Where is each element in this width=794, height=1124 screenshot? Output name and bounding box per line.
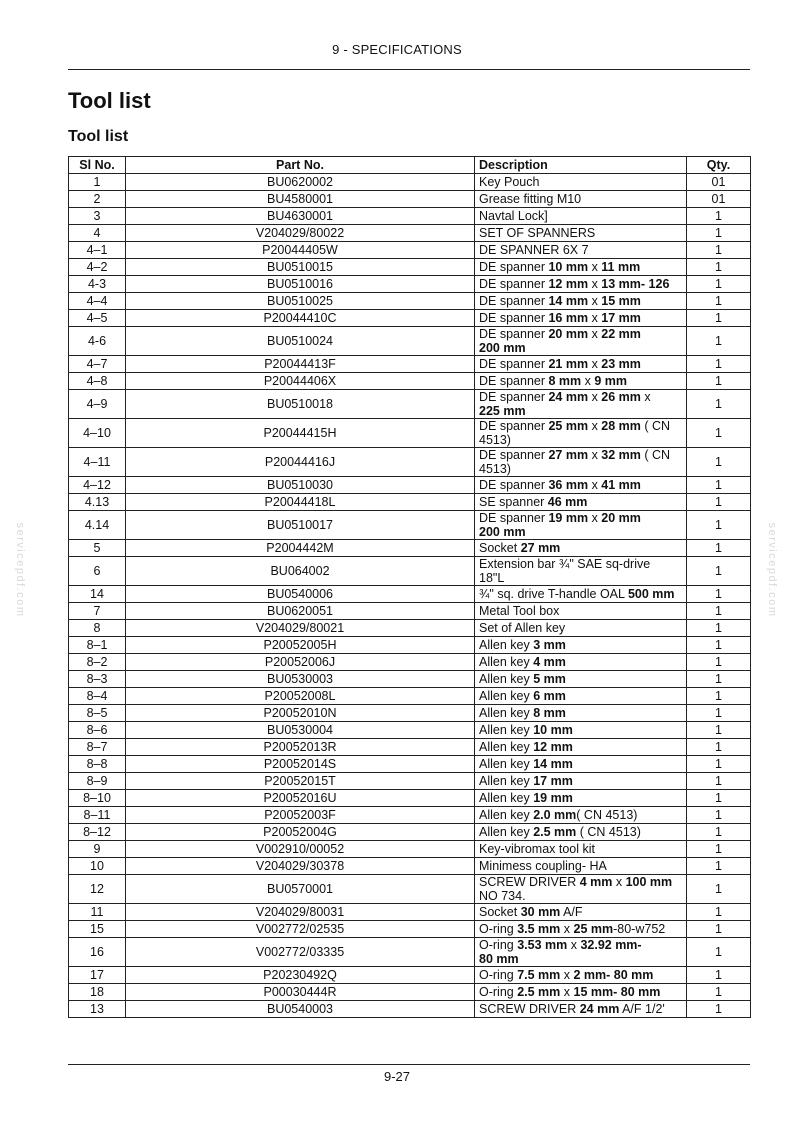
qty-cell: 1 — [687, 373, 751, 390]
table-title: Tool list — [68, 128, 129, 145]
table-row — [69, 603, 751, 620]
qty-cell: 1 — [687, 1001, 751, 1018]
sl-no-cell: 11 — [69, 904, 126, 921]
qty-cell: 01 — [687, 191, 751, 208]
qty-cell: 1 — [687, 242, 751, 259]
qty-cell: 1 — [687, 494, 751, 511]
part-no-cell: P20052010N — [126, 705, 475, 722]
sl-no-cell: 8–2 — [69, 654, 126, 671]
qty-cell: 1 — [687, 938, 751, 967]
table-row — [69, 967, 751, 984]
sl-no-cell: 6 — [69, 557, 126, 586]
table-row — [69, 875, 751, 904]
qty-cell: 1 — [687, 603, 751, 620]
table-row — [69, 448, 751, 477]
description-cell: DE spanner 14 mm x 15 mm — [475, 293, 687, 310]
table-row — [69, 586, 751, 603]
part-no-cell: P20044413F — [126, 356, 475, 373]
qty-cell: 1 — [687, 448, 751, 477]
qty-cell: 1 — [687, 557, 751, 586]
sl-no-cell: 7 — [69, 603, 126, 620]
qty-cell: 1 — [687, 419, 751, 448]
table-row — [69, 373, 751, 390]
table-row — [69, 722, 751, 739]
qty-cell: 01 — [687, 174, 751, 191]
part-no-cell: BU0510030 — [126, 477, 475, 494]
qty-cell: 1 — [687, 293, 751, 310]
sl-no-cell: 9 — [69, 841, 126, 858]
part-no-cell: P20044416J — [126, 448, 475, 477]
part-no-cell: P20044415H — [126, 419, 475, 448]
qty-cell: 1 — [687, 756, 751, 773]
sl-no-cell: 4–10 — [69, 419, 126, 448]
table-row — [69, 208, 751, 225]
sl-no-cell: 4–8 — [69, 373, 126, 390]
description-cell: ¾" sq. drive T-handle OAL 500 mm — [475, 586, 687, 603]
description-cell: DE spanner 24 mm x 26 mm x 225 mm — [475, 390, 687, 419]
description-cell: Metal Tool box — [475, 603, 687, 620]
description-cell: Allen key 19 mm — [475, 790, 687, 807]
part-no-cell: P20052013R — [126, 739, 475, 756]
table-row — [69, 637, 751, 654]
sl-no-cell: 4-6 — [69, 327, 126, 356]
part-no-cell: BU0620002 — [126, 174, 475, 191]
sl-no-cell: 18 — [69, 984, 126, 1001]
page-title: Tool list — [68, 88, 151, 113]
part-no-cell: BU0620051 — [126, 603, 475, 620]
qty-cell: 1 — [687, 208, 751, 225]
column-header-description: Description — [475, 157, 687, 174]
sl-no-cell: 17 — [69, 967, 126, 984]
table-row — [69, 540, 751, 557]
table-row — [69, 904, 751, 921]
table-row — [69, 807, 751, 824]
description-cell: Allen key 2.5 mm ( CN 4513) — [475, 824, 687, 841]
qty-cell: 1 — [687, 310, 751, 327]
description-cell: SE spanner 46 mm — [475, 494, 687, 511]
qty-cell: 1 — [687, 276, 751, 293]
qty-cell: 1 — [687, 637, 751, 654]
part-no-cell: BU4580001 — [126, 191, 475, 208]
table-row — [69, 841, 751, 858]
sl-no-cell: 15 — [69, 921, 126, 938]
description-cell: Allen key 10 mm — [475, 722, 687, 739]
sl-no-cell: 4–9 — [69, 390, 126, 419]
qty-cell: 1 — [687, 722, 751, 739]
table-row — [69, 1001, 751, 1018]
sl-no-cell: 1 — [69, 174, 126, 191]
qty-cell: 1 — [687, 807, 751, 824]
sl-no-cell: 8–7 — [69, 739, 126, 756]
description-cell: SCREW DRIVER 4 mm x 100 mm NO 734. — [475, 875, 687, 904]
part-no-cell: P20044418L — [126, 494, 475, 511]
table-row — [69, 419, 751, 448]
part-no-cell: P20044406X — [126, 373, 475, 390]
description-cell: Set of Allen key — [475, 620, 687, 637]
sl-no-cell: 4–11 — [69, 448, 126, 477]
description-cell: Allen key 17 mm — [475, 773, 687, 790]
part-no-cell: BU0510015 — [126, 259, 475, 276]
header-rule — [68, 69, 750, 70]
qty-cell: 1 — [687, 654, 751, 671]
sl-no-cell: 16 — [69, 938, 126, 967]
qty-cell: 1 — [687, 984, 751, 1001]
table-row — [69, 938, 751, 967]
part-no-cell: P20052015T — [126, 773, 475, 790]
part-no-cell: P20052008L — [126, 688, 475, 705]
part-no-cell: BU0540003 — [126, 1001, 475, 1018]
page-number: 9-27 — [383, 1069, 411, 1084]
description-cell: DE SPANNER 6X 7 — [475, 242, 687, 259]
sl-no-cell: 13 — [69, 1001, 126, 1018]
table-row — [69, 921, 751, 938]
qty-cell: 1 — [687, 356, 751, 373]
table-row — [69, 671, 751, 688]
table-row — [69, 174, 751, 191]
part-no-cell: P20230492Q — [126, 967, 475, 984]
table-row — [69, 242, 751, 259]
description-cell: O-ring 3.53 mm x 32.92 mm- 80 mm — [475, 938, 687, 967]
qty-cell: 1 — [687, 477, 751, 494]
part-no-cell: P20052016U — [126, 790, 475, 807]
column-header-part-no: Part No. — [126, 157, 475, 174]
table-row — [69, 858, 751, 875]
table-row — [69, 739, 751, 756]
part-no-cell: P2004442M — [126, 540, 475, 557]
description-cell: O-ring 7.5 mm x 2 mm- 80 mm — [475, 967, 687, 984]
sl-no-cell: 10 — [69, 858, 126, 875]
sl-no-cell: 4–5 — [69, 310, 126, 327]
sl-no-cell: 4–2 — [69, 259, 126, 276]
qty-cell: 1 — [687, 390, 751, 419]
running-header: 9 - SPECIFICATIONS — [332, 42, 462, 57]
table-row — [69, 688, 751, 705]
description-cell: O-ring 3.5 mm x 25 mm-80-w752 — [475, 921, 687, 938]
description-cell: DE spanner 12 mm x 13 mm- 126 — [475, 276, 687, 293]
description-cell: O-ring 2.5 mm x 15 mm- 80 mm — [475, 984, 687, 1001]
table-row — [69, 310, 751, 327]
qty-cell: 1 — [687, 739, 751, 756]
part-no-cell: V002772/02535 — [126, 921, 475, 938]
description-cell: SCREW DRIVER 24 mm A/F 1/2' — [475, 1001, 687, 1018]
qty-cell: 1 — [687, 620, 751, 637]
part-no-cell: P20052005H — [126, 637, 475, 654]
table-row — [69, 790, 751, 807]
column-header-sl-no: Sl No. — [69, 157, 126, 174]
part-no-cell: P20052006J — [126, 654, 475, 671]
description-cell: Allen key 8 mm — [475, 705, 687, 722]
description-cell: DE spanner 16 mm x 17 mm — [475, 310, 687, 327]
description-cell: Socket 30 mm A/F — [475, 904, 687, 921]
qty-cell: 1 — [687, 841, 751, 858]
sl-no-cell: 3 — [69, 208, 126, 225]
description-cell: Allen key 14 mm — [475, 756, 687, 773]
qty-cell: 1 — [687, 688, 751, 705]
description-cell: DE spanner 10 mm x 11 mm — [475, 259, 687, 276]
part-no-cell: BU0530003 — [126, 671, 475, 688]
description-cell: Navtal Lock] — [475, 208, 687, 225]
table-row — [69, 191, 751, 208]
description-cell: Grease fitting M10 — [475, 191, 687, 208]
sl-no-cell: 5 — [69, 540, 126, 557]
sl-no-cell: 4–1 — [69, 242, 126, 259]
table-row — [69, 824, 751, 841]
qty-cell: 1 — [687, 824, 751, 841]
description-cell: DE spanner 27 mm x 32 mm ( CN 4513) — [475, 448, 687, 477]
part-no-cell: BU4630001 — [126, 208, 475, 225]
qty-cell: 1 — [687, 225, 751, 242]
description-cell: Allen key 5 mm — [475, 671, 687, 688]
qty-cell: 1 — [687, 967, 751, 984]
sl-no-cell: 8–6 — [69, 722, 126, 739]
sl-no-cell: 4–4 — [69, 293, 126, 310]
description-cell: Minimess coupling- HA — [475, 858, 687, 875]
sl-no-cell: 8–5 — [69, 705, 126, 722]
part-no-cell: BU0530004 — [126, 722, 475, 739]
qty-cell: 1 — [687, 540, 751, 557]
table-row — [69, 773, 751, 790]
description-cell: Allen key 3 mm — [475, 637, 687, 654]
sl-no-cell: 2 — [69, 191, 126, 208]
part-no-cell: V204029/80022 — [126, 225, 475, 242]
table-row — [69, 225, 751, 242]
part-no-cell: V204029/30378 — [126, 858, 475, 875]
qty-cell: 1 — [687, 327, 751, 356]
table-row — [69, 557, 751, 586]
qty-cell: 1 — [687, 904, 751, 921]
description-cell: Allen key 2.0 mm( CN 4513) — [475, 807, 687, 824]
tool-list-table — [68, 156, 751, 1018]
sl-no-cell: 4.13 — [69, 494, 126, 511]
qty-cell: 1 — [687, 858, 751, 875]
part-no-cell: BU0570001 — [126, 875, 475, 904]
description-cell: Key Pouch — [475, 174, 687, 191]
table-row — [69, 356, 751, 373]
sl-no-cell: 4–12 — [69, 477, 126, 494]
sl-no-cell: 12 — [69, 875, 126, 904]
part-no-cell: P20052004G — [126, 824, 475, 841]
part-no-cell: BU0510018 — [126, 390, 475, 419]
sl-no-cell: 4–7 — [69, 356, 126, 373]
description-cell: DE spanner 8 mm x 9 mm — [475, 373, 687, 390]
watermark-right: servicepdf.com — [766, 522, 778, 618]
description-cell: DE spanner 25 mm x 28 mm ( CN 4513) — [475, 419, 687, 448]
part-no-cell: V204029/80031 — [126, 904, 475, 921]
table-row — [69, 276, 751, 293]
qty-cell: 1 — [687, 921, 751, 938]
description-cell: DE spanner 21 mm x 23 mm — [475, 356, 687, 373]
footer-rule — [68, 1064, 750, 1065]
part-no-cell: BU0510024 — [126, 327, 475, 356]
sl-no-cell: 8–9 — [69, 773, 126, 790]
qty-cell: 1 — [687, 773, 751, 790]
qty-cell: 1 — [687, 790, 751, 807]
table-row — [69, 259, 751, 276]
watermark-left: servicepdf.com — [14, 522, 26, 618]
qty-cell: 1 — [687, 259, 751, 276]
qty-cell: 1 — [687, 705, 751, 722]
sl-no-cell: 14 — [69, 586, 126, 603]
qty-cell: 1 — [687, 511, 751, 540]
part-no-cell: P20044405W — [126, 242, 475, 259]
table-row — [69, 327, 751, 356]
table-row — [69, 756, 751, 773]
description-cell: Allen key 4 mm — [475, 654, 687, 671]
part-no-cell: V204029/80021 — [126, 620, 475, 637]
part-no-cell: P20044410C — [126, 310, 475, 327]
description-cell: Key-vibromax tool kit — [475, 841, 687, 858]
table-body — [69, 174, 751, 1018]
table-header-row — [69, 157, 751, 174]
sl-no-cell: 8–12 — [69, 824, 126, 841]
sl-no-cell: 8–11 — [69, 807, 126, 824]
description-cell: Allen key 6 mm — [475, 688, 687, 705]
sl-no-cell: 4-3 — [69, 276, 126, 293]
part-no-cell: P20052014S — [126, 756, 475, 773]
description-cell: DE spanner 19 mm x 20 mm 200 mm — [475, 511, 687, 540]
sl-no-cell: 8 — [69, 620, 126, 637]
qty-cell: 1 — [687, 671, 751, 688]
table-row — [69, 477, 751, 494]
table-row — [69, 705, 751, 722]
description-cell: DE spanner 36 mm x 41 mm — [475, 477, 687, 494]
part-no-cell: V002772/03335 — [126, 938, 475, 967]
table-row — [69, 511, 751, 540]
table-row — [69, 620, 751, 637]
part-no-cell: BU0510017 — [126, 511, 475, 540]
sl-no-cell: 8–4 — [69, 688, 126, 705]
sl-no-cell: 8–8 — [69, 756, 126, 773]
sl-no-cell: 8–10 — [69, 790, 126, 807]
description-cell: Socket 27 mm — [475, 540, 687, 557]
column-header-qty: Qty. — [687, 157, 751, 174]
part-no-cell: BU0510025 — [126, 293, 475, 310]
table-row — [69, 654, 751, 671]
sl-no-cell: 4.14 — [69, 511, 126, 540]
description-cell: Allen key 12 mm — [475, 739, 687, 756]
qty-cell: 1 — [687, 875, 751, 904]
part-no-cell: BU0540006 — [126, 586, 475, 603]
part-no-cell: P00030444R — [126, 984, 475, 1001]
sl-no-cell: 4 — [69, 225, 126, 242]
part-no-cell: V002910/00052 — [126, 841, 475, 858]
description-cell: DE spanner 20 mm x 22 mm 200 mm — [475, 327, 687, 356]
part-no-cell: BU0510016 — [126, 276, 475, 293]
part-no-cell: BU064002 — [126, 557, 475, 586]
qty-cell: 1 — [687, 586, 751, 603]
description-cell: SET OF SPANNERS — [475, 225, 687, 242]
table-row — [69, 293, 751, 310]
sl-no-cell: 8–1 — [69, 637, 126, 654]
sl-no-cell: 8–3 — [69, 671, 126, 688]
part-no-cell: P20052003F — [126, 807, 475, 824]
table-row — [69, 494, 751, 511]
table-row — [69, 390, 751, 419]
table-row — [69, 984, 751, 1001]
description-cell: Extension bar ¾" SAE sq-drive 18"L — [475, 557, 687, 586]
